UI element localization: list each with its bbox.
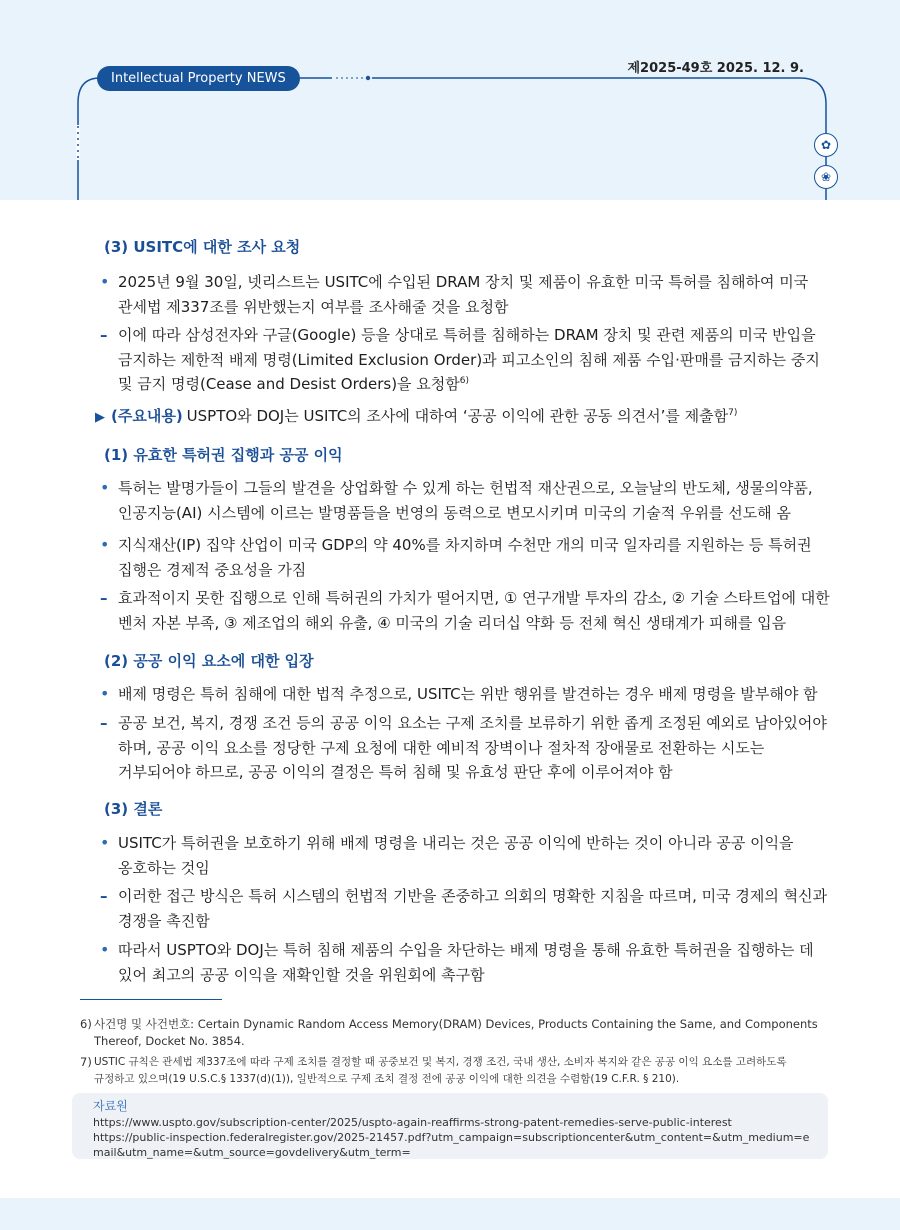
header-frame [0, 0, 900, 210]
world-map-icon: ❀ [814, 165, 838, 189]
footnote-divider [80, 999, 222, 1000]
dash-item [100, 884, 830, 933]
footnote-ref[interactable]: 7) [728, 408, 738, 418]
text-line: 거부되어야 하므로, 공공 이익의 결정은 특허 침해 및 유효성 판단 후에 이루어져야 함 [118, 763, 673, 781]
bullet-item [100, 682, 830, 707]
dash-marker: – [100, 887, 108, 905]
bullet-marker: • [100, 833, 110, 852]
text-line: 하며, 공공 이익 요소를 정당한 구제 요청에 대한 예비적 장벽이나 절차적 장애물로 전환하는 시도는 [118, 738, 765, 757]
text-line: 지식재산(IP) 집약 산업이 미국 GDP의 약 40%를 차지하며 수천만 개의 미국 일자리를 지원하는 등 특허권 [118, 536, 812, 554]
text-line: 효과적이지 못한 집행으로 인해 특허권의 가치가 떨어지면, ① 연구개발 투자의 감소, ② 기술 스타트업에 대한 [118, 589, 830, 607]
issue-date: 제2025-49호 2025. 12. 9. [627, 61, 804, 76]
text-line: 이러한 접근 방식은 특허 시스템의 헌법적 기반을 존중하고 의회의 명확한 지침을 따르며, 미국 경제의 혁신과 [118, 887, 828, 905]
bullet-item [100, 938, 830, 987]
dash-item [100, 586, 830, 635]
text-line: USITC가 특허권을 보호하기 위해 배제 명령을 내리는 것은 공공 이익에 반하는 것이 아니라 공공 이익을 [118, 834, 794, 852]
bullet-item [100, 476, 830, 525]
bullet-item [100, 533, 830, 582]
footer-band [0, 1198, 900, 1230]
section-heading: (3) USITC에 대한 조사 요청 [104, 238, 301, 256]
text-line: Thereof, Docket No. 3854. [94, 1033, 245, 1048]
footnote-number: 7) [80, 1055, 92, 1069]
section-heading: (1) 유효한 특허권 집행과 공공 이익 [104, 446, 343, 464]
triangle-marker-icon: ▶ [95, 410, 105, 425]
text-line: 사건명 및 사건번호: Certain Dynamic Random Access Memory(DRAM) Devices, Products Containing the Same, and Components [94, 1017, 818, 1031]
dash-marker: – [100, 589, 108, 607]
source-link[interactable]: https://public-inspection.federalregister.gov/2025-21457.pdf?utm_campaign=subscriptioncenter&utm_content=&utm_medium=email&utm_name=&utm_source=govdelivery&utm_term= [93, 1131, 810, 1159]
bullet-marker: • [100, 940, 110, 959]
text-line: 집행은 경제적 중요성을 가짐 [118, 560, 307, 579]
text-line: 및 금지 명령(Cease and Desist Orders)을 요청함 [118, 375, 460, 393]
newsletter-badge: Intellectual Property NEWS [97, 66, 300, 91]
bullet-marker: • [100, 535, 110, 554]
main-point [95, 405, 737, 426]
section-heading: (3) 결론 [104, 800, 163, 818]
main-tag: (주요내용) [111, 407, 183, 425]
footnote-ref[interactable]: 6) [459, 376, 470, 386]
bullet-marker: • [100, 478, 110, 497]
text-line: 특허는 발명가들이 그들의 발견을 상업화할 수 있게 하는 헌법적 재산권으로, 오늘날의 반도체, 생물의약품, [118, 479, 813, 497]
bullet-marker: • [100, 272, 110, 291]
text-line: 있어 최고의 공공 이익을 재확인할 것을 위원회에 촉구함 [118, 965, 485, 984]
bullet-marker: • [100, 684, 110, 703]
text-line: 따라서 USPTO와 DOJ는 특허 침해 제품의 수입을 차단하는 배제 명령을 통해 유효한 특허권을 집행하는 데 [118, 941, 814, 959]
section-heading: (2) 공공 이익 요소에 대한 입장 [104, 652, 314, 670]
text-line: 벤처 자본 부족, ③ 제조업의 해외 유출, ④ 미국의 기술 리더십 약화 등 전체 혁신 생태계가 피해를 입음 [118, 613, 787, 632]
text-line: 금지하는 제한적 배제 명령(Limited Exclusion Order)과 피고소인의 침해 제품 수입·판매를 금지하는 중지 [118, 350, 820, 369]
source-title: 자료원 [93, 1099, 128, 1113]
main-text: USPTO와 DOJ는 USITC의 조사에 대하여 ‘공공 이익에 관한 공동 의견서’를 제출함 [186, 407, 729, 425]
footnote [80, 1054, 828, 1087]
source-box [72, 1093, 828, 1159]
bullet-item [100, 270, 830, 319]
text-line: 이에 따라 삼성전자와 구글(Google) 등을 상대로 특허를 침해하는 DRAM 장치 및 관련 제품의 미국 반입을 [118, 326, 816, 344]
text-line: 배제 명령은 특허 침해에 대한 법적 추정으로, USITC는 위반 행위를 발견하는 경우 배제 명령을 발부해야 함 [118, 685, 818, 703]
globe-icon: ✿ [814, 133, 838, 157]
text-line: 관세법 제337조를 위반했는지 여부를 조사해줄 것을 요청함 [118, 297, 509, 316]
dash-marker: – [100, 714, 108, 732]
text-line: 인공지능(AI) 시스템에 이르는 발명품들을 번영의 동력으로 변모시키며 미국의 기술적 우위를 선도해 옴 [118, 503, 791, 522]
footnote [80, 1016, 828, 1049]
dash-marker: – [100, 326, 108, 344]
source-link[interactable]: https://www.uspto.gov/subscription-center/2025/uspto-again-reaffirms-strong-patent-remedies-serve-public-interest [93, 1116, 732, 1129]
text-line: 규정하고 있으며(19 U.S.C.§ 1337(d)(1)), 일반적으로 구제 조치 결정 전에 공공 이익에 대한 의견을 수렴함(19 C.F.R. § 210). [94, 1072, 680, 1085]
dash-item [100, 711, 830, 785]
text-line: 2025년 9월 30일, 넷리스트는 USITC에 수입된 DRAM 장치 및 제품이 유효한 미국 특허를 침해하여 미국 [118, 273, 809, 291]
text-line: 경쟁을 촉진함 [118, 911, 210, 930]
bullet-item [100, 831, 830, 880]
text-line: 공공 보건, 복지, 경쟁 조건 등의 공공 이익 요소는 구제 조치를 보류하기 위한 좁게 조정된 예외로 남아있어야 [118, 714, 827, 732]
text-line: USTIC 규칙은 관세법 제337조에 따라 구제 조치를 결정할 때 공중보건 및 복지, 경쟁 조건, 국내 생산, 소비자 복지와 같은 공공 이익 요소를 고려하도록 [94, 1056, 787, 1068]
footnote-number: 6) [80, 1017, 92, 1031]
text-line: 옹호하는 것임 [118, 858, 210, 877]
dash-item [100, 323, 830, 397]
